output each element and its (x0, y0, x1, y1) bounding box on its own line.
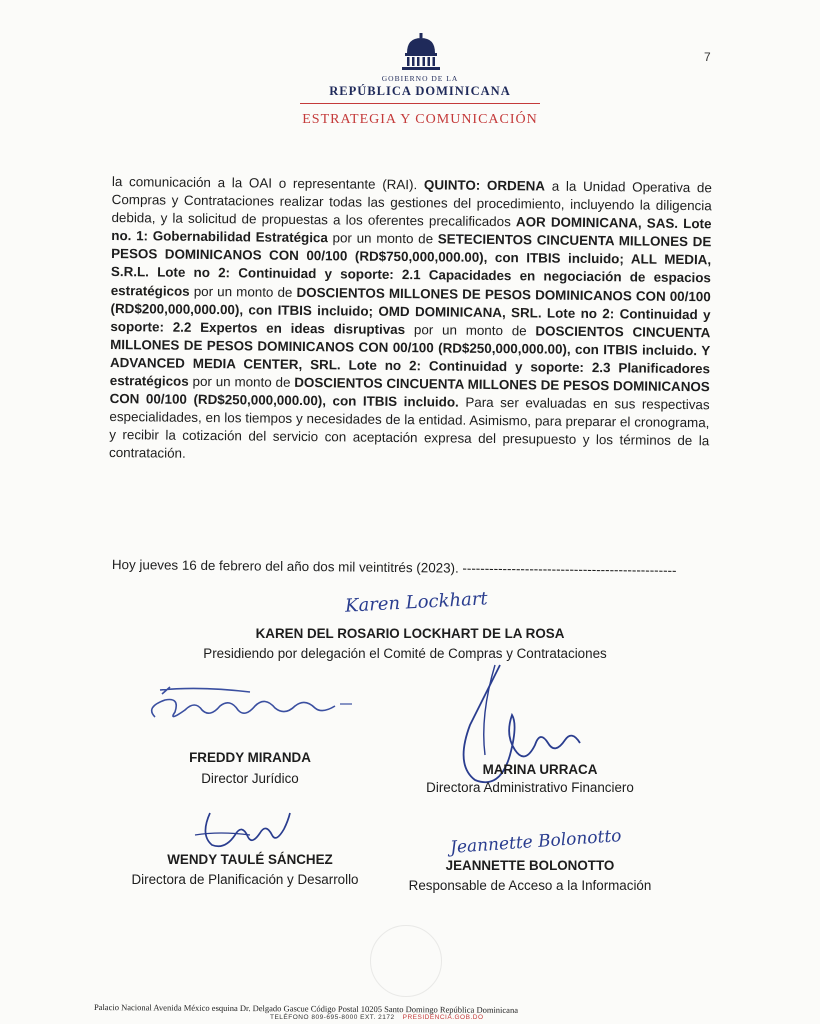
signature-bolonotto: Jeannette Bolonotto (449, 826, 623, 858)
government-label: GOBIERNO DE LA (381, 74, 459, 83)
date-line: Hoy jueves 16 de febrero del año dos mil veintitrés (2023). ------------------------------------------------ (111, 557, 677, 578)
faded-seal (370, 925, 442, 997)
text-run-bold: DOSCIENTOS MILLONES DE PESOS DOMINICANOS CON 00/100 (RD$200,000,000.00), con ITBIS incluido; OMD DOMINICANA, SRL. Lote no 2: Continuidad y soporte: 2.2 Expertos en ideas disruptivas (110, 284, 711, 337)
signatory-name-taule: WENDY TAULÉ SÁNCHEZ (167, 852, 333, 867)
signatory-title-bolonotto: Responsable de Acceso a la Información (408, 878, 652, 893)
text-run: por un monto de (405, 321, 536, 339)
signature-taule (190, 805, 300, 855)
text-run: la comunicación a la OAI o representante (RAI). (111, 173, 425, 193)
footer-phone: TELÉFONO 809-695-8000 EXT. 2172 (270, 1014, 395, 1021)
signatory-title-taule: Directora de Planificación y Desarrollo (131, 872, 359, 887)
text-run: por un monto de (189, 283, 297, 300)
signatory-name-miranda: FREDDY MIRANDA (189, 750, 311, 765)
signature-miranda (140, 682, 360, 727)
text-run-bold: DOSCIENTOS CINCUENTA MILLONES DE PESOS DOMINICANOS CON 00/100 (RD$250,000,000.00), con ITBIS incluido. (109, 374, 710, 410)
signatory-name-bolonotto: JEANNETTE BOLONOTTO (445, 858, 615, 873)
header-divider (300, 103, 540, 104)
text-run: Para ser evaluadas en sus respectivas especialidades, en los tiempos y necesidades de la entidad. Asimismo, para preparar el cronograma, y recibir la cotización del servicio con aceptación expresa del presupuesto y los términos de la contratación. (108, 394, 710, 462)
text-run-bold: SETECIENTOS CINCUENTA MILLONES DE PESOS DOMINICANOS CON 00/100 (RD$750,000,000.00), con ITBIS incluido; ALL MEDIA, S.R.L. Lote no 2: Continuidad y soporte: 2.1 Capacidades en negociación de espacios estratégicos (110, 231, 712, 299)
signatory-name-lockhart: KAREN DEL ROSARIO LOCKHART DE LA ROSA (255, 626, 565, 641)
department-title: ESTRATEGIA Y COMUNICACIÓN (302, 112, 538, 127)
footer-contact (270, 1014, 484, 1021)
text-run-bold: QUINTO: ORDENA (423, 177, 546, 194)
signatory-title-miranda: Director Jurídico (201, 771, 299, 786)
signature-lockhart: Karen Lockhart (344, 588, 489, 617)
signatory-title-urraca: Directora Administrativo Financiero (426, 780, 634, 795)
signatory-title-lockhart: Presidiendo por delegación el Comité de Compras y Contrataciones (203, 646, 607, 661)
text-run: por un monto de (327, 230, 438, 247)
footer-website: PRESIDENCIA.GOB.DO (402, 1014, 484, 1021)
text-run-bold: DOSCIENTOS CINCUENTA MILLONES DE PESOS DOMINICANOS CON 00/100 (RD$250,000,000.00), con ITBIS incluido. Y ADVANCED MEDIA CENTER, SRL. Lote no 2: Continuidad y soporte: 2.3 Planificadores estratégicos (109, 323, 711, 389)
government-building-icon (398, 33, 444, 73)
resolution-paragraph (109, 173, 712, 469)
text-run-bold: AOR DOMINICANA, SAS. Lote no. 1: Gobernabilidad Estratégica (111, 214, 712, 246)
text-run: por un monto de (188, 373, 295, 390)
country-name: REPÚBLICA DOMINICANA (329, 84, 511, 98)
footer-address: Palacio Nacional Avenida México esquina Dr. Delgado Gascue Código Postal 10205 Santo Domingo República Dominicana (93, 1002, 519, 1015)
page-number: 7 (704, 50, 711, 64)
signatory-name-urraca: MARINA URRACA (482, 762, 598, 777)
text-run: a la Unidad Operativa de Compras y Contrataciones realizar todas las gestiones del procedimiento, incluyendo la diligencia debida, y la solicitud de propuestas a los oferentes precalificados (111, 178, 712, 230)
